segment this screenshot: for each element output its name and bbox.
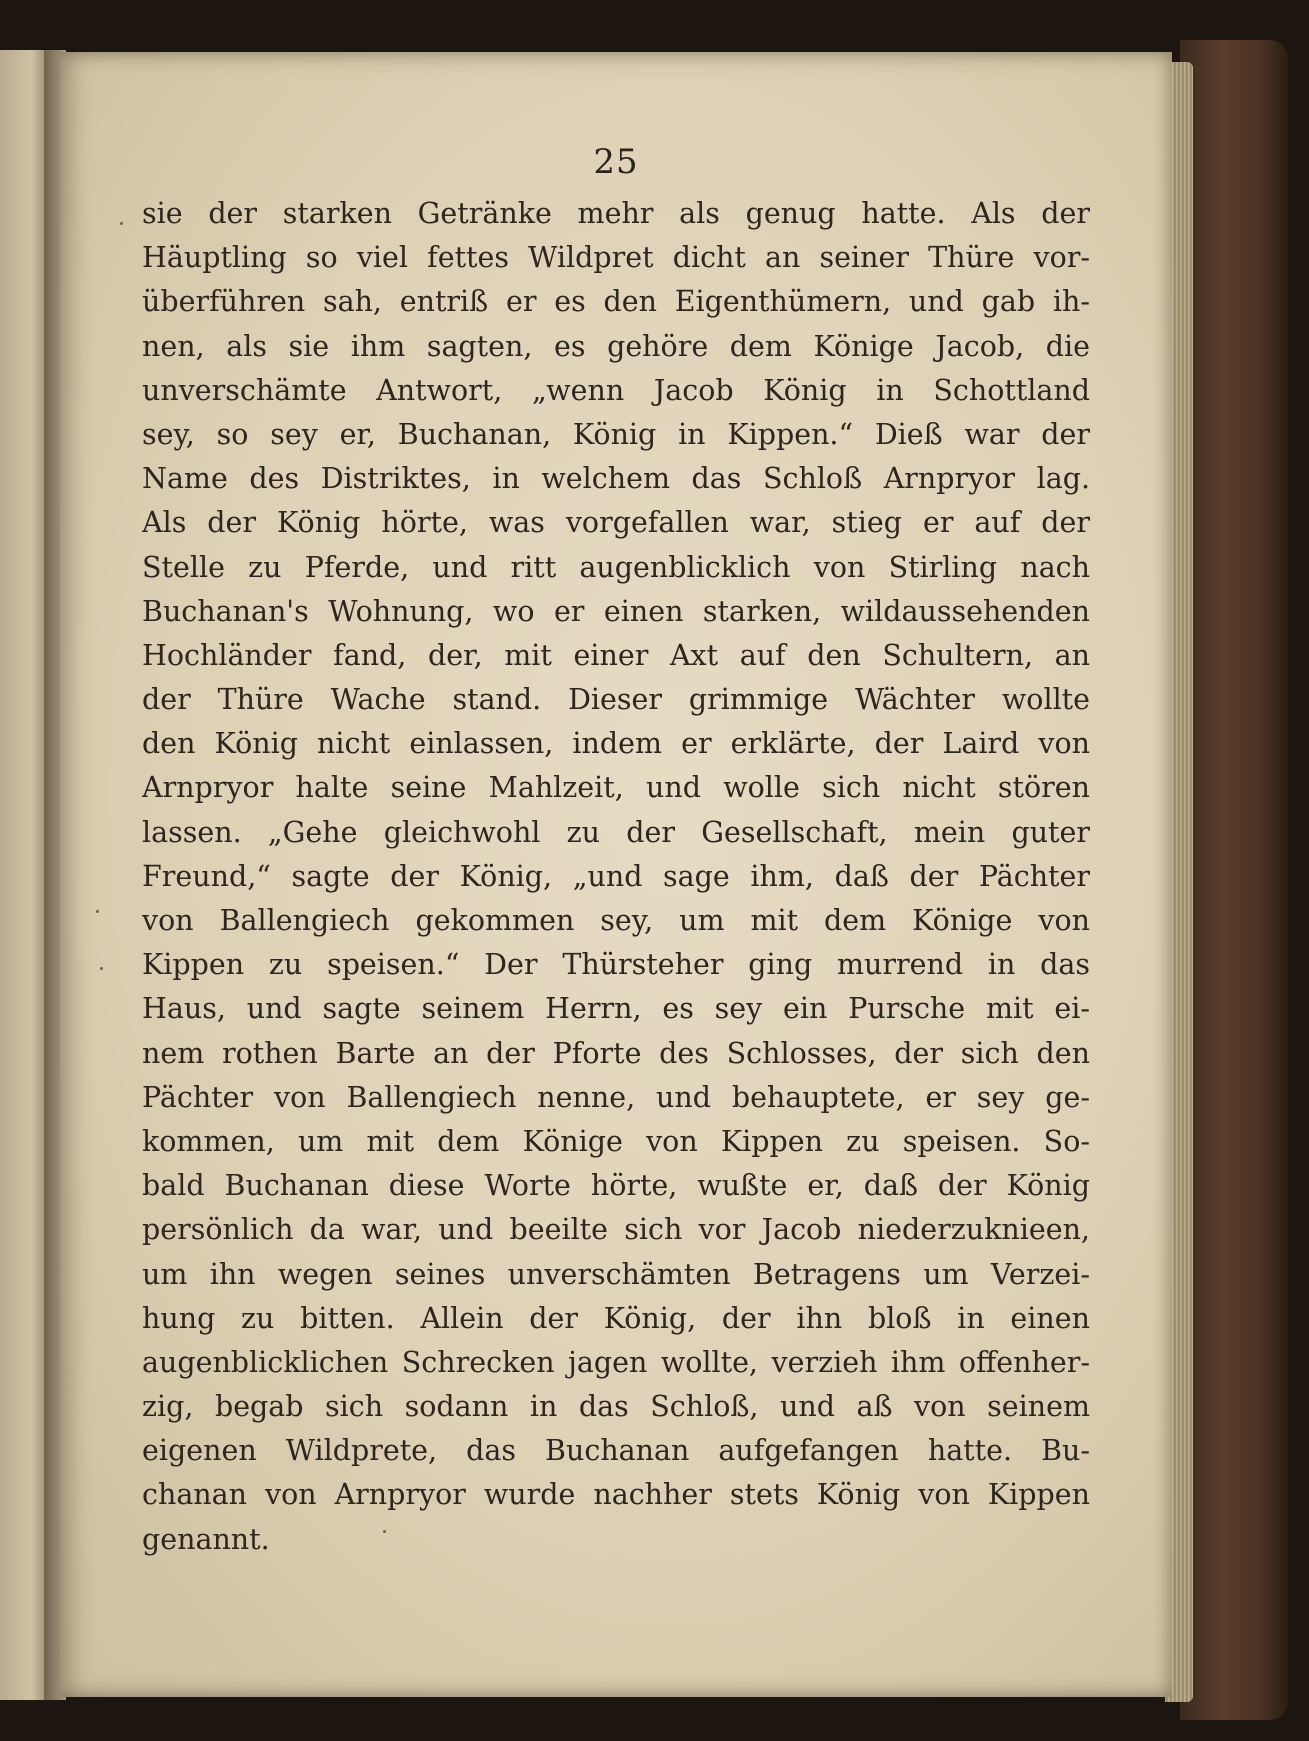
text-line: um ihn wegen seines unverschämten Betragens um Verzei- <box>142 1257 1090 1291</box>
text-line: unverschämte Antwort, „wenn Jacob König in Schottland <box>142 373 1090 407</box>
paper-speck <box>96 910 99 913</box>
text-line: Haus, und sagte seinem Herrn, es sey ein Pursche mit ei- <box>142 992 1090 1026</box>
text-line: Pächter von Ballengiech nenne, und behauptete, er sey ge- <box>142 1080 1090 1114</box>
text-line: Kippen zu speisen.“ Der Thürsteher ging murrend in das <box>142 948 1090 982</box>
text-line: persönlich da war, und beeilte sich vor Jacob niederzuknieen, <box>142 1213 1090 1247</box>
text-line: den König nicht einlassen, indem er erklärte, der Laird von <box>142 727 1090 761</box>
text-line: überführen sah, entriß er es den Eigenthümern, und gab ih- <box>142 285 1090 319</box>
paper-speck <box>120 222 123 225</box>
text-line: der Thüre Wache stand. Dieser grimmige Wächter wollte <box>142 683 1090 717</box>
page-number: 25 <box>593 142 639 182</box>
text-line: zig, begab sich sodann in das Schloß, und aß von seinem <box>142 1390 1090 1424</box>
paper-speck <box>383 1530 386 1533</box>
text-line: Name des Distriktes, in welchem das Schloß Arnpryor lag. <box>142 462 1090 496</box>
text-line: Häuptling so viel fettes Wildpret dicht an seiner Thüre vor- <box>142 241 1090 275</box>
paper-speck <box>100 967 103 970</box>
text-line: chanan von Arnpryor wurde nachher stets König von Kippen <box>142 1478 1090 1512</box>
right-page <box>60 52 1172 1697</box>
text-line: kommen, um mit dem Könige von Kippen zu speisen. So- <box>142 1124 1090 1158</box>
text-line: genannt. <box>142 1522 270 1556</box>
text-line: sie der starken Getränke mehr als genug hatte. Als der <box>142 197 1090 230</box>
text-line: hung zu bitten. Allein der König, der ihn bloß in einen <box>142 1301 1090 1335</box>
text-line: Stelle zu Pferde, und ritt augenblicklich von Stirling nach <box>142 550 1090 584</box>
text-line: Arnpryor halte seine Mahlzeit, und wolle sich nicht stören <box>142 771 1090 805</box>
text-line: Als der König hörte, was vorgefallen war, stieg er auf der <box>142 506 1090 540</box>
text-line: nen, als sie ihm sagten, es gehöre dem Könige Jacob, die <box>142 329 1090 363</box>
text-line: nem rothen Barte an der Pforte des Schlosses, der sich den <box>142 1036 1090 1070</box>
text-line: Buchanan's Wohnung, wo er einen starken, wildaussehenden <box>142 594 1090 628</box>
text-line: sey, so sey er, Buchanan, König in Kippen.“ Dieß war der <box>142 417 1090 451</box>
text-line: bald Buchanan diese Worte hörte, wußte er, daß der König <box>142 1169 1090 1203</box>
text-line: lassen. „Gehe gleichwohl zu der Gesellschaft, mein guter <box>142 815 1090 849</box>
text-line: eigenen Wildprete, das Buchanan aufgefangen hatte. Bu- <box>142 1434 1090 1468</box>
body-text <box>142 192 1090 1562</box>
text-line: augenblicklichen Schrecken jagen wollte, verzieh ihm offenher- <box>142 1345 1090 1379</box>
book-cover-edge <box>1180 40 1288 1720</box>
text-line: Hochländer fand, der, mit einer Axt auf den Schultern, an <box>142 638 1090 672</box>
text-line: von Ballengiech gekommen sey, um mit dem Könige von <box>142 904 1090 937</box>
text-line: Freund,“ sagte der König, „und sage ihm, daß der Pächter <box>142 859 1090 893</box>
